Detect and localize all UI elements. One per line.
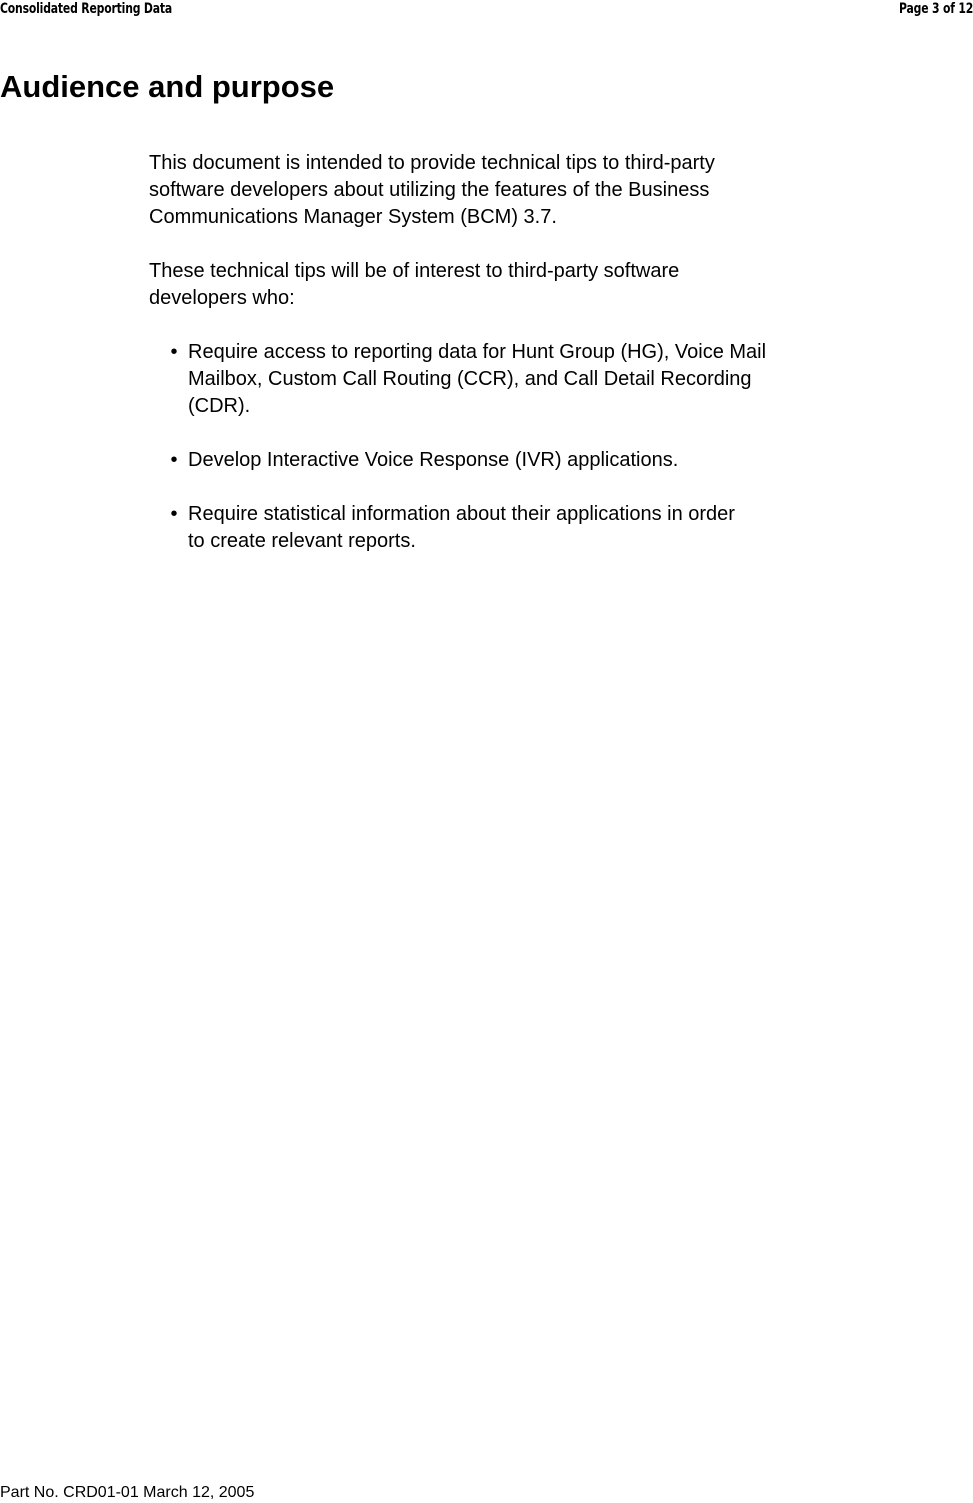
intro-paragraph-line: software developers about utilizing the features of the Business: [149, 179, 710, 201]
audience-paragraph-line: These technical tips will be of interest to third-party software: [149, 260, 680, 282]
bullet-text-line: Develop Interactive Voice Response (IVR) applications.: [188, 449, 679, 471]
page-number: Page 3 of 12: [898, 1, 973, 17]
bullet-text-line: to create relevant reports.: [188, 530, 416, 552]
bullet-icon: •: [170, 449, 178, 471]
bullet-text-line: Require statistical information about their applications in order: [188, 503, 735, 525]
audience-paragraph: [149, 258, 869, 312]
intro-paragraph: [149, 150, 869, 231]
bullet-item-statistics: [149, 501, 869, 555]
bullet-text: [188, 339, 766, 420]
audience-paragraph-line: developers who:: [149, 287, 295, 309]
bullet-text-line: Mailbox, Custom Call Routing (CCR), and Call Detail Recording: [188, 368, 752, 390]
section-heading: Audience and purpose: [0, 69, 335, 104]
intro-paragraph-line: Communications Manager System (BCM) 3.7.: [149, 206, 557, 228]
bullet-text: [188, 447, 678, 474]
bullet-item-reporting-data: [149, 339, 869, 420]
bullet-text-line: Require access to reporting data for Hunt Group (HG), Voice Mail: [188, 341, 767, 363]
footer-part-number: Part No. CRD01-01 March 12, 2005: [0, 1484, 255, 1501]
bullet-icon: •: [170, 503, 178, 525]
bullet-text-line: (CDR).: [188, 395, 251, 417]
running-header-title: Consolidated Reporting Data: [0, 1, 173, 17]
intro-paragraph-line: This document is intended to provide technical tips to third-party: [149, 152, 715, 174]
bullet-icon: •: [170, 341, 178, 363]
bullet-text: [188, 501, 735, 555]
bullet-item-ivr: [149, 447, 869, 474]
